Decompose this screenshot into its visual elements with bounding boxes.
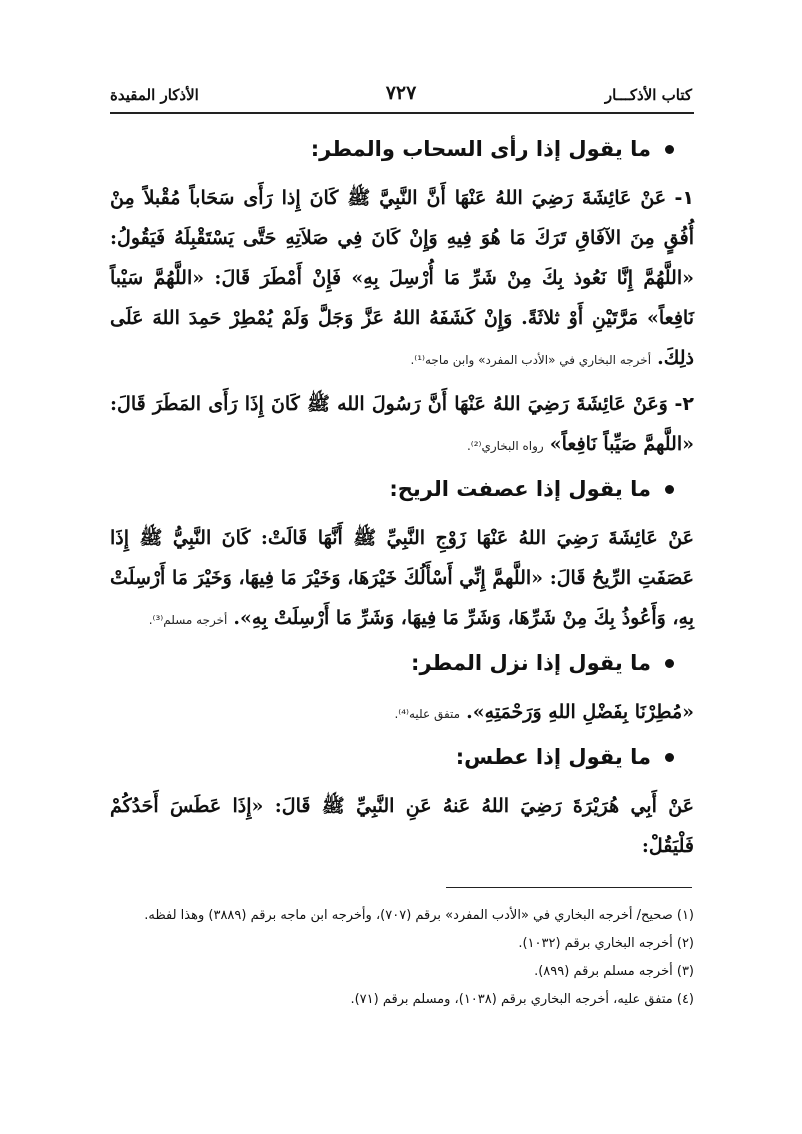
page-number: ٧٢٧ — [385, 82, 417, 104]
footnotes — [110, 904, 694, 1016]
hadith-source: أخرجه مسلم⁽³⁾. — [148, 613, 228, 627]
footnote-divider — [446, 887, 692, 888]
book-title: كتاب الأذكـــار — [604, 86, 692, 104]
hadith-paragraph — [110, 786, 694, 866]
heading-text: ما يقول إذا عصفت الريح: — [389, 477, 651, 501]
hadith-paragraph — [110, 518, 694, 640]
page-content — [110, 126, 694, 870]
hadith-source: رواه البخاري⁽²⁾. — [466, 439, 544, 453]
hadith-text: «مُطِرْنَا بِفَضْلِ اللهِ وَرَحْمَتِهِ». — [466, 701, 694, 723]
hadith-paragraph — [110, 178, 694, 380]
footnote: (٢) أخرجه البخاري برقم (١٠٣٢). — [518, 936, 694, 951]
section-heading-sneeze — [110, 740, 674, 774]
footnote: (٣) أخرجه مسلم برقم (٨٩٩). — [534, 964, 694, 979]
header-divider — [110, 112, 694, 114]
section-heading-clouds-rain — [110, 132, 674, 166]
hadith-paragraph — [110, 384, 694, 466]
heading-text: ما يقول إذا رأى السحاب والمطر: — [310, 137, 651, 161]
hadith-number: ٢- — [674, 393, 694, 415]
bullet-icon — [665, 659, 674, 668]
section-heading-wind — [110, 472, 674, 506]
heading-text: ما يقول إذا نزل المطر: — [411, 651, 651, 675]
hadith-text: عَنْ عَائِشَةَ رَضِيَ اللهُ عَنْهَا زَوْجِ النَّبِيِّ ﷺ أَنَّهَا قَالَتْ: كَانَ النَّبِيُّ ﷺ إِذَا عَصَفَتِ الرِّيحُ قَالَ: «اللَّهمَّ إِنِّي أَسْأَلُكَ خَيْرَهَا، وَخَيْرَ مَا فِيهَا، وَخَيْرَ مَا أَرْسِلَتْ بِهِ، وَأَعُوذُ بِكَ مِنْ شَرِّهَا، وَشَرِّ مَا فِيهَا، وَشَرِّ مَا أَرْسِلَتْ بِهِ». — [110, 527, 694, 629]
hadith-text: عَنْ عَائِشَةَ رَضِيَ اللهُ عَنْهَا أَنَّ النَّبِيَّ ﷺ كَانَ إِذا رَأَى سَحَاباً مُقْبلاً مِنْ أُفُقٍ مِنَ الآفَاقِ تَرَكَ مَا هُوَ فِيهِ وَإِنْ كَانَ فِي صَلاَتِهِ حَتَّى يَسْتَقْبِلَهُ فَيَقُولُ: «اللَّهُمَّ إِنَّا نَعُوذ بِكَ مِنْ شَرِّ مَا أُرْسِلَ بِهِ» فَإِنْ أَمْطَرَ قَالَ: «اللَّهُمَّ سَيْباً نَافِعاً» مَرَّتَيْنِ أَوْ ثلاثَةً. وَإِنْ كَشَفَهُ اللهُ عَزَّ وَجَلَّ وَلَمْ يُمْطِرْ حَمِدَ اللهَ عَلَى ذلِكَ. — [110, 187, 694, 369]
section-title: الأذكار المقيدة — [110, 86, 199, 104]
hadith-text: عَنْ أَبِي هُرَيْرَةَ رَضِيَ اللهُ عَنهُ عَنِ النَّبِيِّ ﷺ قَالَ: «إِذَا عَطَسَ أَحَدُكُمْ فَلْيَقُلْ: — [110, 795, 694, 857]
bullet-icon — [665, 145, 674, 154]
section-heading-rainfall — [110, 646, 674, 680]
hadith-source: أخرجه البخاري في «الأدب المفرد» وابن ماجه⁽¹⁾. — [410, 353, 652, 367]
footnote: (١) صحيح/ أخرجه البخاري في «الأدب المفرد» برقم (٧٠٧)، وأخرجه ابن ماجه برقم (٣٨٨٩) وهذا لفظه. — [144, 908, 694, 923]
page-header — [110, 82, 692, 108]
hadith-paragraph — [110, 692, 694, 734]
hadith-text: وَعَنْ عَائِشَةَ رَضِيَ اللهُ عَنْهَا أَنَّ رَسُولَ الله ﷺ كَانَ إِذَا رَأَى المَطَرَ قَالَ: «اللَّهمَّ صَيِّباً نَافِعاً» — [110, 393, 694, 455]
hadith-source: متفق عليه⁽⁴⁾. — [394, 707, 461, 721]
hadith-number: ١- — [674, 187, 694, 209]
footnote: (٤) متفق عليه، أخرجه البخاري برقم (١٠٣٨)، ومسلم برقم (٧١). — [350, 992, 694, 1007]
heading-text: ما يقول إذا عطس: — [455, 745, 651, 769]
bullet-icon — [665, 485, 674, 494]
bullet-icon — [665, 753, 674, 762]
